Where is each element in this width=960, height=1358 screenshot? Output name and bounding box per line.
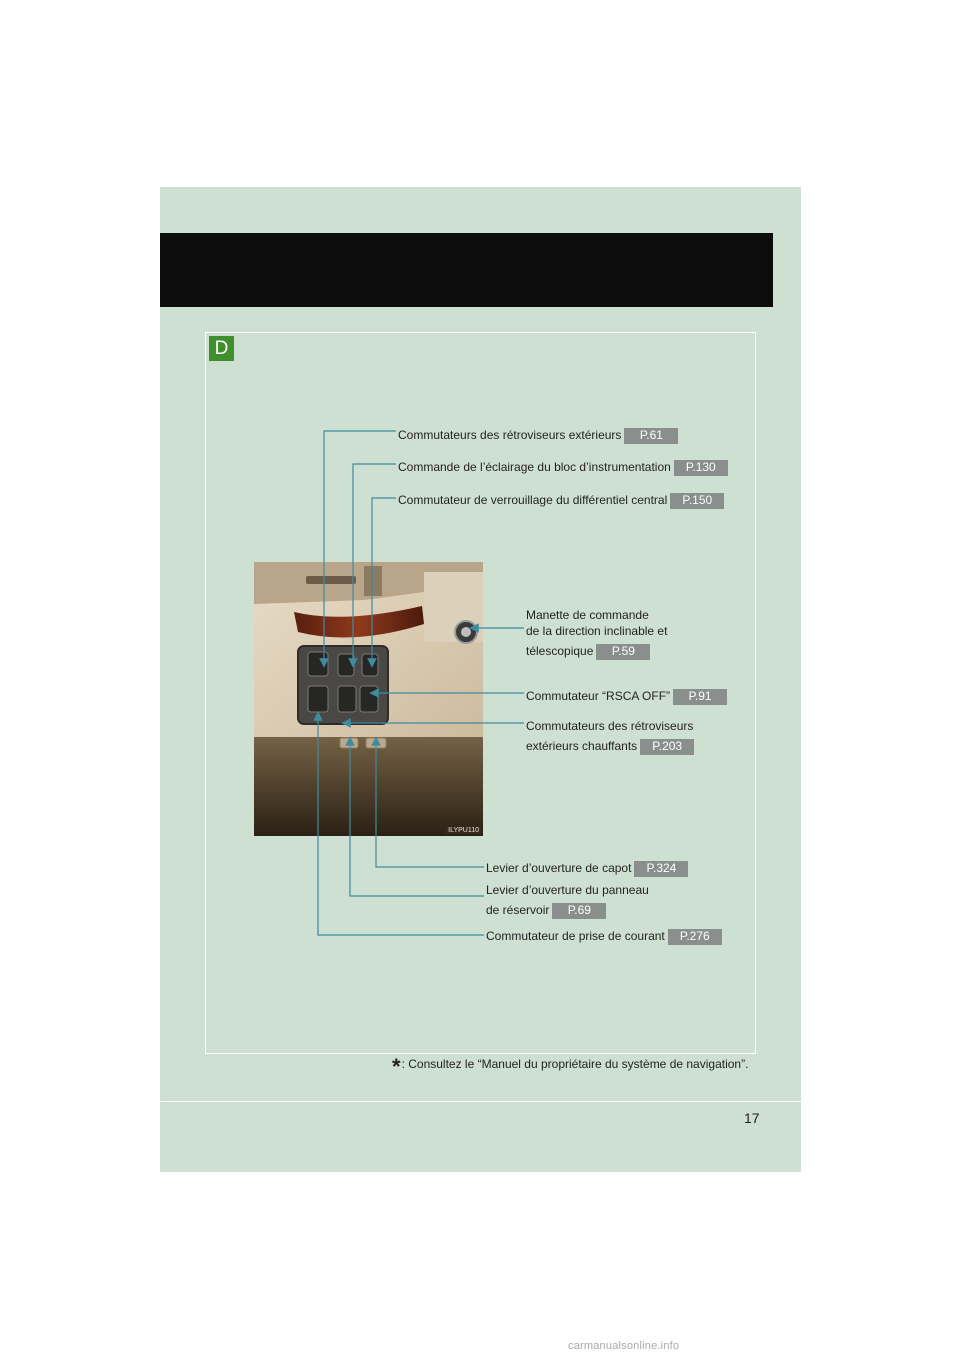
- label-tilt-telescopic: Manette de commande de la direction inclinable et télescopique P.59: [526, 608, 668, 658]
- label-heated-mirrors: Commutateurs des rétroviseurs extérieurs chauffants P.203: [526, 719, 694, 753]
- page-ref-badge[interactable]: P.69: [552, 903, 606, 919]
- watermark: carmanualsonline.info: [568, 1340, 680, 1352]
- page-ref-badge[interactable]: P.59: [596, 644, 650, 660]
- label-hood-lever: Levier d’ouverture de capot P.324: [486, 860, 688, 877]
- photo-code: ILYPU110: [448, 827, 479, 834]
- label-fuel-door-lever: Levier d’ouverture du panneau de réservoir P.69: [486, 883, 649, 917]
- page-ref-badge[interactable]: P.150: [670, 493, 724, 509]
- page-ref-badge[interactable]: P.276: [668, 929, 722, 945]
- dashboard-switch-photo: [254, 562, 483, 836]
- footnote-star: *: [392, 1054, 401, 1079]
- page-ref-badge[interactable]: P.324: [634, 861, 688, 877]
- label-outside-mirror-switches: Commutateurs des rétroviseurs extérieurs P.61: [398, 427, 678, 444]
- label-power-outlet: Commutateur de prise de courant P.276: [486, 928, 722, 945]
- label-instrument-panel-light: Commande de l’éclairage du bloc d’instrumentation P.130: [398, 459, 728, 476]
- page-ref-badge[interactable]: P.130: [674, 460, 728, 476]
- header-bar: [160, 233, 773, 307]
- page-ref-badge[interactable]: P.91: [673, 689, 727, 705]
- section-badge: D: [209, 336, 234, 361]
- page-number: 17: [744, 1110, 760, 1126]
- dashboard-illustration: [254, 562, 483, 836]
- footer-divider: [160, 1101, 801, 1102]
- page-ref-badge[interactable]: P.203: [640, 739, 694, 755]
- footnote: *: Consultez le “Manuel du propriétaire du système de navigation”.: [392, 1054, 749, 1079]
- label-center-diff-lock: Commutateur de verrouillage du différentiel central P.150: [398, 492, 724, 509]
- label-rsca-off: Commutateur “RSCA OFF” P.91: [526, 688, 727, 705]
- page-ref-badge[interactable]: P.61: [624, 428, 678, 444]
